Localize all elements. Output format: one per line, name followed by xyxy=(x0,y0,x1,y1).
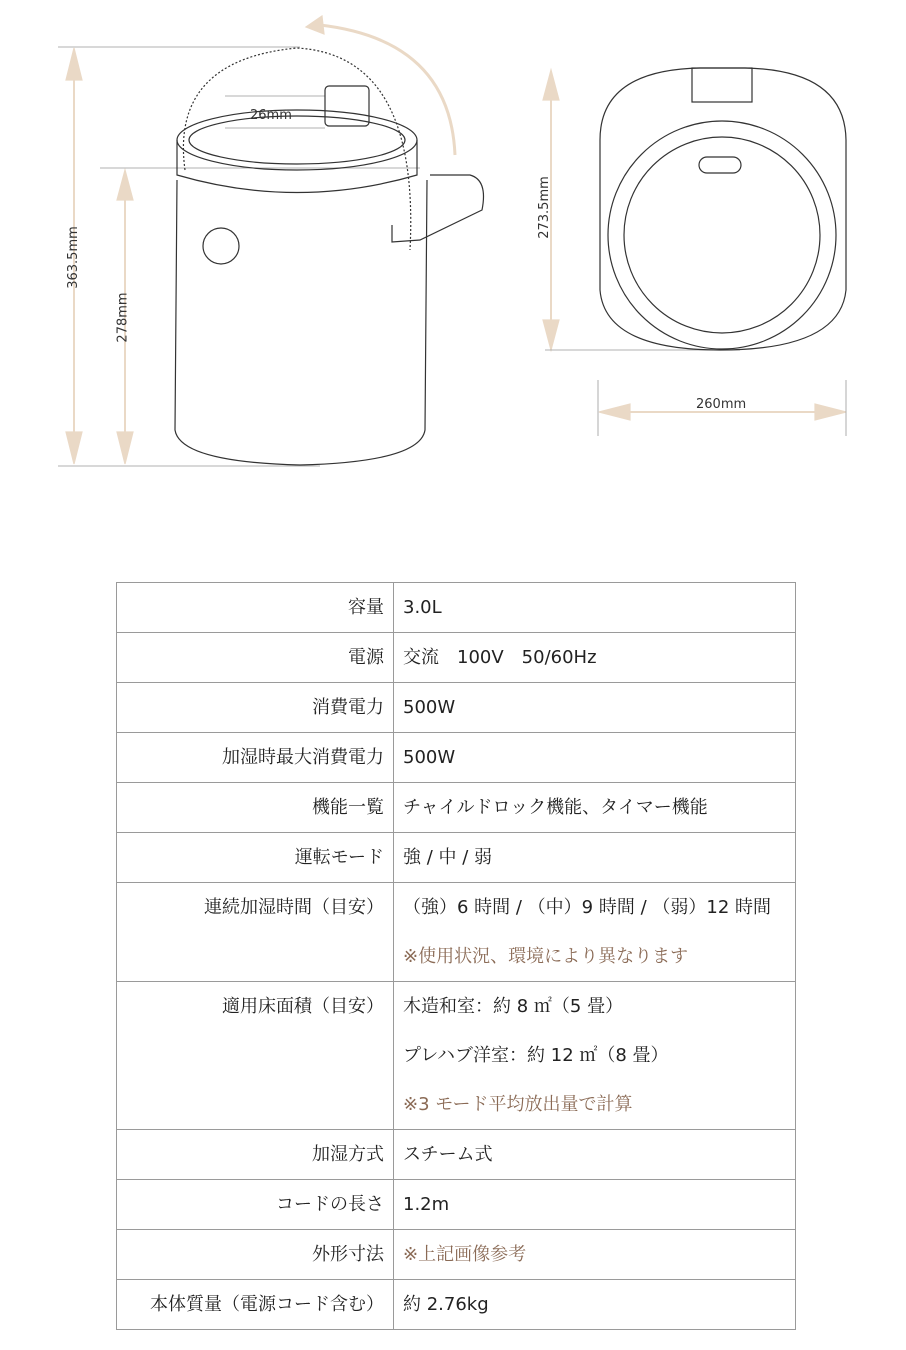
spec-row xyxy=(117,1180,796,1230)
spec-row xyxy=(117,1130,796,1180)
spec-note: ※上記画像参考 xyxy=(403,1244,527,1265)
spec-value-line: プレハブ洋室：約 12 ㎡（8 畳） xyxy=(403,1045,669,1066)
spec-row xyxy=(117,633,796,683)
spec-label-text: 容量 xyxy=(348,597,384,618)
spec-label xyxy=(117,1130,394,1180)
spec-value-line: 約 2.76kg xyxy=(403,1294,489,1315)
spec-value-line: スチーム式 xyxy=(403,1144,493,1165)
spec-label xyxy=(117,733,394,783)
spec-label xyxy=(117,683,394,733)
spec-label xyxy=(117,883,394,982)
spec-label xyxy=(117,633,394,683)
spec-label-text: 機能一覧 xyxy=(312,797,384,818)
spec-row xyxy=(117,883,796,982)
spec-value xyxy=(394,783,796,833)
side-view xyxy=(175,48,484,465)
spec-note: ※3 モード平均放出量で計算 xyxy=(403,1094,633,1115)
spec-label xyxy=(117,982,394,1130)
spec-row xyxy=(117,583,796,633)
spec-table xyxy=(116,582,796,1330)
spec-label xyxy=(117,1180,394,1230)
dimension-drawing xyxy=(0,0,906,520)
spec-label xyxy=(117,1230,394,1280)
spec-row xyxy=(117,683,796,733)
spec-label-text: 加湿方式 xyxy=(312,1144,384,1165)
spec-note: ※使用状況、環境により異なります xyxy=(403,946,689,967)
spec-value xyxy=(394,1230,796,1280)
spec-label-text: 外形寸法 xyxy=(312,1244,384,1265)
spec-value xyxy=(394,583,796,633)
spec-row xyxy=(117,833,796,883)
width-label: 260mm xyxy=(696,397,747,412)
body-height-label: 278mm xyxy=(115,292,131,343)
knob-height-label: 26mm xyxy=(250,108,292,123)
spec-label-text: 加湿時最大消費電力 xyxy=(222,747,384,768)
spec-label xyxy=(117,1280,394,1330)
spec-label-text: 運転モード xyxy=(294,847,384,868)
spec-label-text: 適用床面積（目安） xyxy=(222,996,384,1017)
spec-value xyxy=(394,1130,796,1180)
spec-label-text: 連続加湿時間（目安） xyxy=(204,897,384,918)
spec-value-line: 3.0L xyxy=(403,597,442,618)
spec-value xyxy=(394,883,796,982)
total-height-label: 363.5mm xyxy=(65,226,81,289)
top-view xyxy=(600,68,846,350)
spec-value xyxy=(394,683,796,733)
spec-value-line: 500W xyxy=(403,697,456,718)
spec-label-text: 消費電力 xyxy=(312,697,384,718)
spec-value-line: 1.2m xyxy=(403,1194,450,1215)
depth-label: 273.5mm xyxy=(536,176,552,239)
spec-label xyxy=(117,583,394,633)
spec-row xyxy=(117,783,796,833)
spec-row xyxy=(117,1230,796,1280)
spec-value xyxy=(394,1280,796,1330)
spec-value-line: 強 / 中 / 弱 xyxy=(403,847,493,868)
spec-value xyxy=(394,833,796,883)
spec-label-text: 電源 xyxy=(348,647,384,668)
spec-label-text: コードの長さ xyxy=(276,1194,384,1215)
spec-row xyxy=(117,733,796,783)
spec-label-text: 本体質量（電源コード含む） xyxy=(150,1294,384,1315)
spec-value-line: チャイルドロック機能、タイマー機能 xyxy=(403,797,708,818)
spec-row xyxy=(117,1280,796,1330)
spec-label xyxy=(117,783,394,833)
spec-value-line: （強）6 時間 / （中）9 時間 / （弱）12 時間 xyxy=(403,897,771,918)
spec-value xyxy=(394,633,796,683)
spec-value xyxy=(394,733,796,783)
spec-row xyxy=(117,982,796,1130)
spec-value-line: 交流 100V 50/60Hz xyxy=(403,647,597,668)
spec-value-line: 木造和室：約 8 ㎡（5 畳） xyxy=(403,996,624,1017)
spec-label xyxy=(117,833,394,883)
spec-value xyxy=(394,982,796,1130)
spec-value-line: 500W xyxy=(403,747,456,768)
spec-value xyxy=(394,1180,796,1230)
